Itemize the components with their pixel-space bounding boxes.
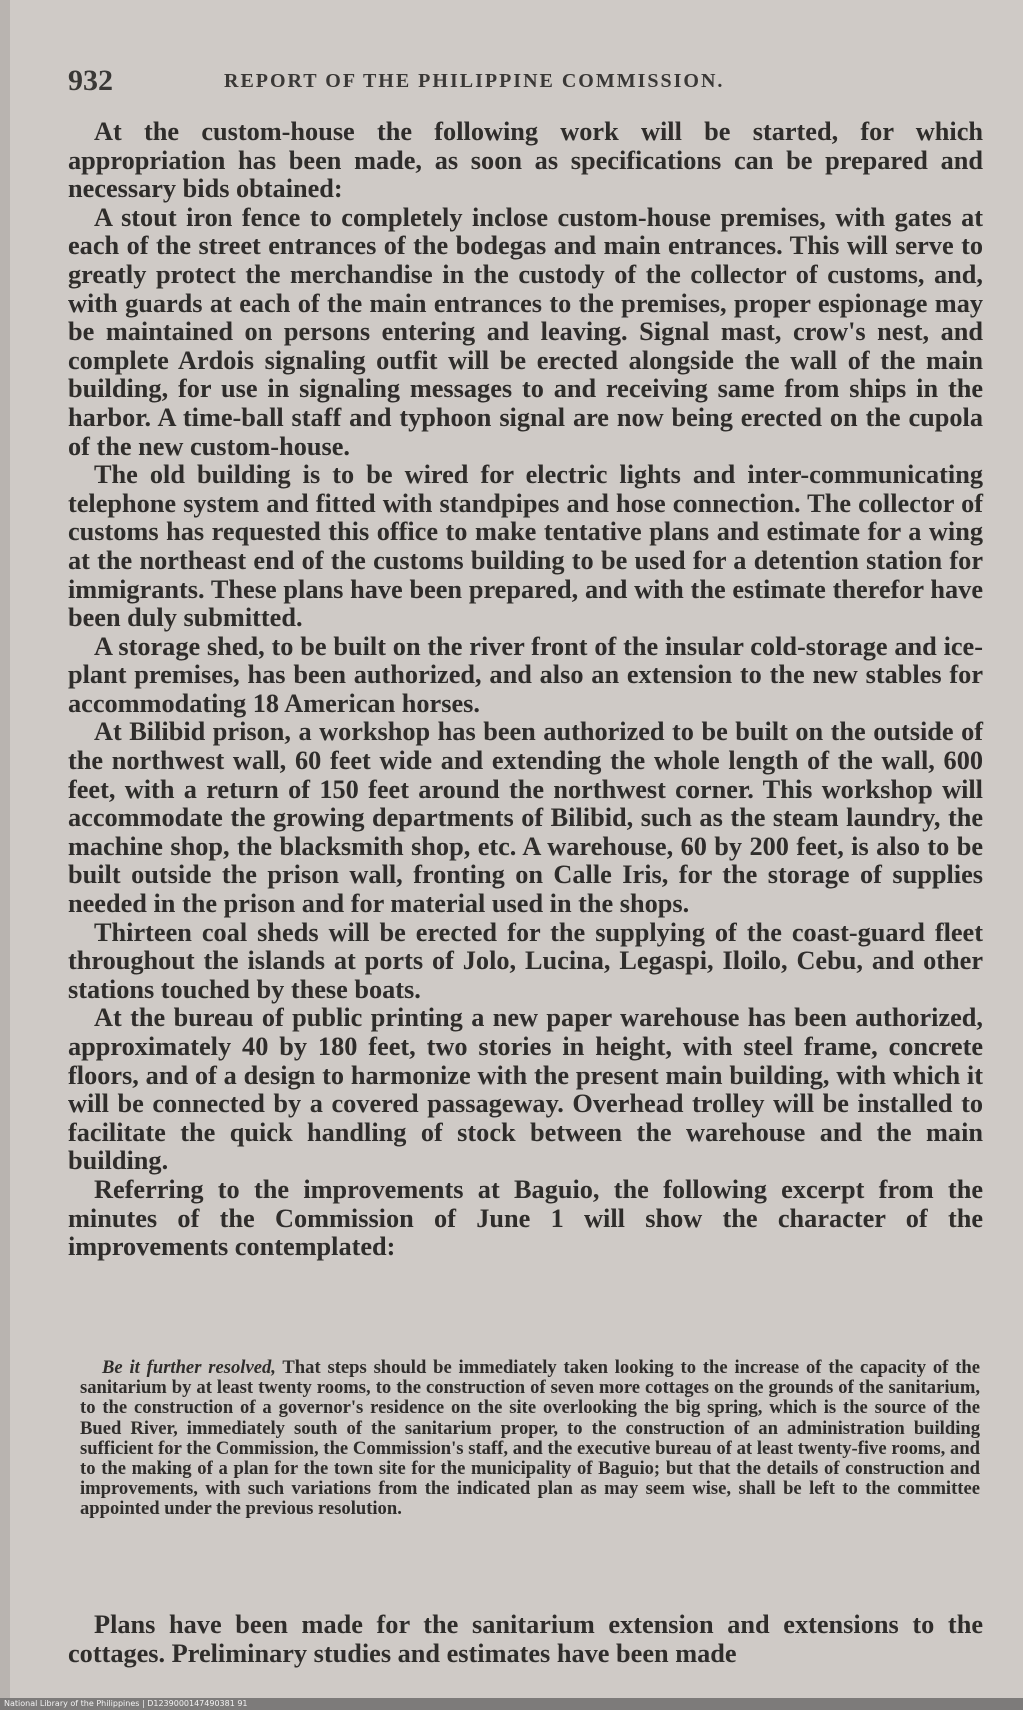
closing-text [68,1611,983,1668]
paragraph: At the bureau of public printing a new paper warehouse has been authorized, approximately 40 by 180 feet, two stories in height, with steel frame, concrete floors, and of a design to harmonize with the present main building, with which it will be connected by a covered passageway. Overhead trolley will be installed to facilitate the quick handling of stock between the warehouse and the main building. [68,1003,983,1176]
paragraph: Thirteen coal sheds will be erected for the supplying of the coast-guard fleet throughout the islands at ports of Jolo, Lucina, Legaspi, Iloilo, Cebu, and other stations touched by these boats. [68,917,983,1004]
running-head: REPORT OF THE PHILIPPINE COMMISSION. [224,70,725,92]
paragraph: Referring to the improvements at Baguio, the following excerpt from the minutes of the Commission of June 1 will show the character of the improvements contemplated: [68,1174,983,1262]
page-gutter [0,0,10,1698]
body-text [68,118,983,1262]
page-number: 932 [68,64,113,97]
paragraph: At the custom-house the following work will be started, for which appropriation has been made, as soon as specifications can be prepared and necessary bids obtained: [68,117,983,204]
footer-source: National Library of the Philippines | D1239000147490381 91 [4,1699,248,1708]
paragraph: A stout iron fence to completely inclose custom-house premises, with gates at each of the street entrances of the bodegas and main entrances. This will serve to greatly protect the merchandise in the custody of the collector of customs, and, with guards at each of the main entrances to the premises, proper espionage may be maintained on persons entering and leaving. Signal mast, crow's nest, and complete Ardois signaling outfit will be erected alongside the wall of the main building, for use in signaling messages to and receiving same from ships in the harbor. A time-ball staff and typhoon signal are now being erected on the cupola of the new custom-house. [68,202,983,461]
paragraph: Plans have been made for the sanitarium extension and extensions to the cottages. Preliminary studies and estimates have been made [68,1610,983,1668]
paragraph: At Bilibid prison, a workshop has been authorized to be built on the outside of the northwest wall, 60 feet wide and extending the whole length of the wall, 600 feet, with a return of 150 feet around the northwest corner. This workshop will accommodate the growing departments of Bilibid, such as the steam laundry, the machine shop, the blacksmith shop, etc. A warehouse, 60 by 200 feet, is also to be built outside the prison wall, fronting on Calle Iris, for the storage of supplies needed in the prison and for material used in the shops. [68,717,983,919]
quoted-resolution [80,1358,980,1520]
scan-footer [0,1698,1023,1710]
paragraph: The old building is to be wired for electric lights and inter-communicating telephone system and fitted with standpipes and hose connection. The collector of customs has requested this office to make tentative plans and estimate for a wing at the northeast end of the customs building to be used for a detention station for immigrants. These plans have been prepared, and with the estimate therefor have been duly submitted. [68,460,983,633]
page-header [68,64,983,104]
quote-text: That steps should be immediately taken looking to the increase of the capacity of the sanitarium by at least twenty rooms, to the construction of seven more cottages on the grounds of the sanitarium, to the construction of a governor's residence on the site overlooking the big spring, which is the source of the Bued River, immediately south of the sanitarium proper, to the construction of an administration building sufficient for the Commission, the Commission's staff, and the executive bureau of at least twenty-five rooms, and to the making of a plan for the town site for the municipality of Baguio; but that the details of construction and improvements, with such variations from the indicated plan as may seem wise, shall be left to the committee appointed under the previous resolution. [80,1357,980,1520]
quote-lead: Be it further resolved, [102,1357,276,1378]
paragraph: A storage shed, to be built on the river front of the insular cold-storage and ice-plant premises, has been authorized, and also an extension to the new stables for accommodating 18 American horses. [68,631,983,718]
